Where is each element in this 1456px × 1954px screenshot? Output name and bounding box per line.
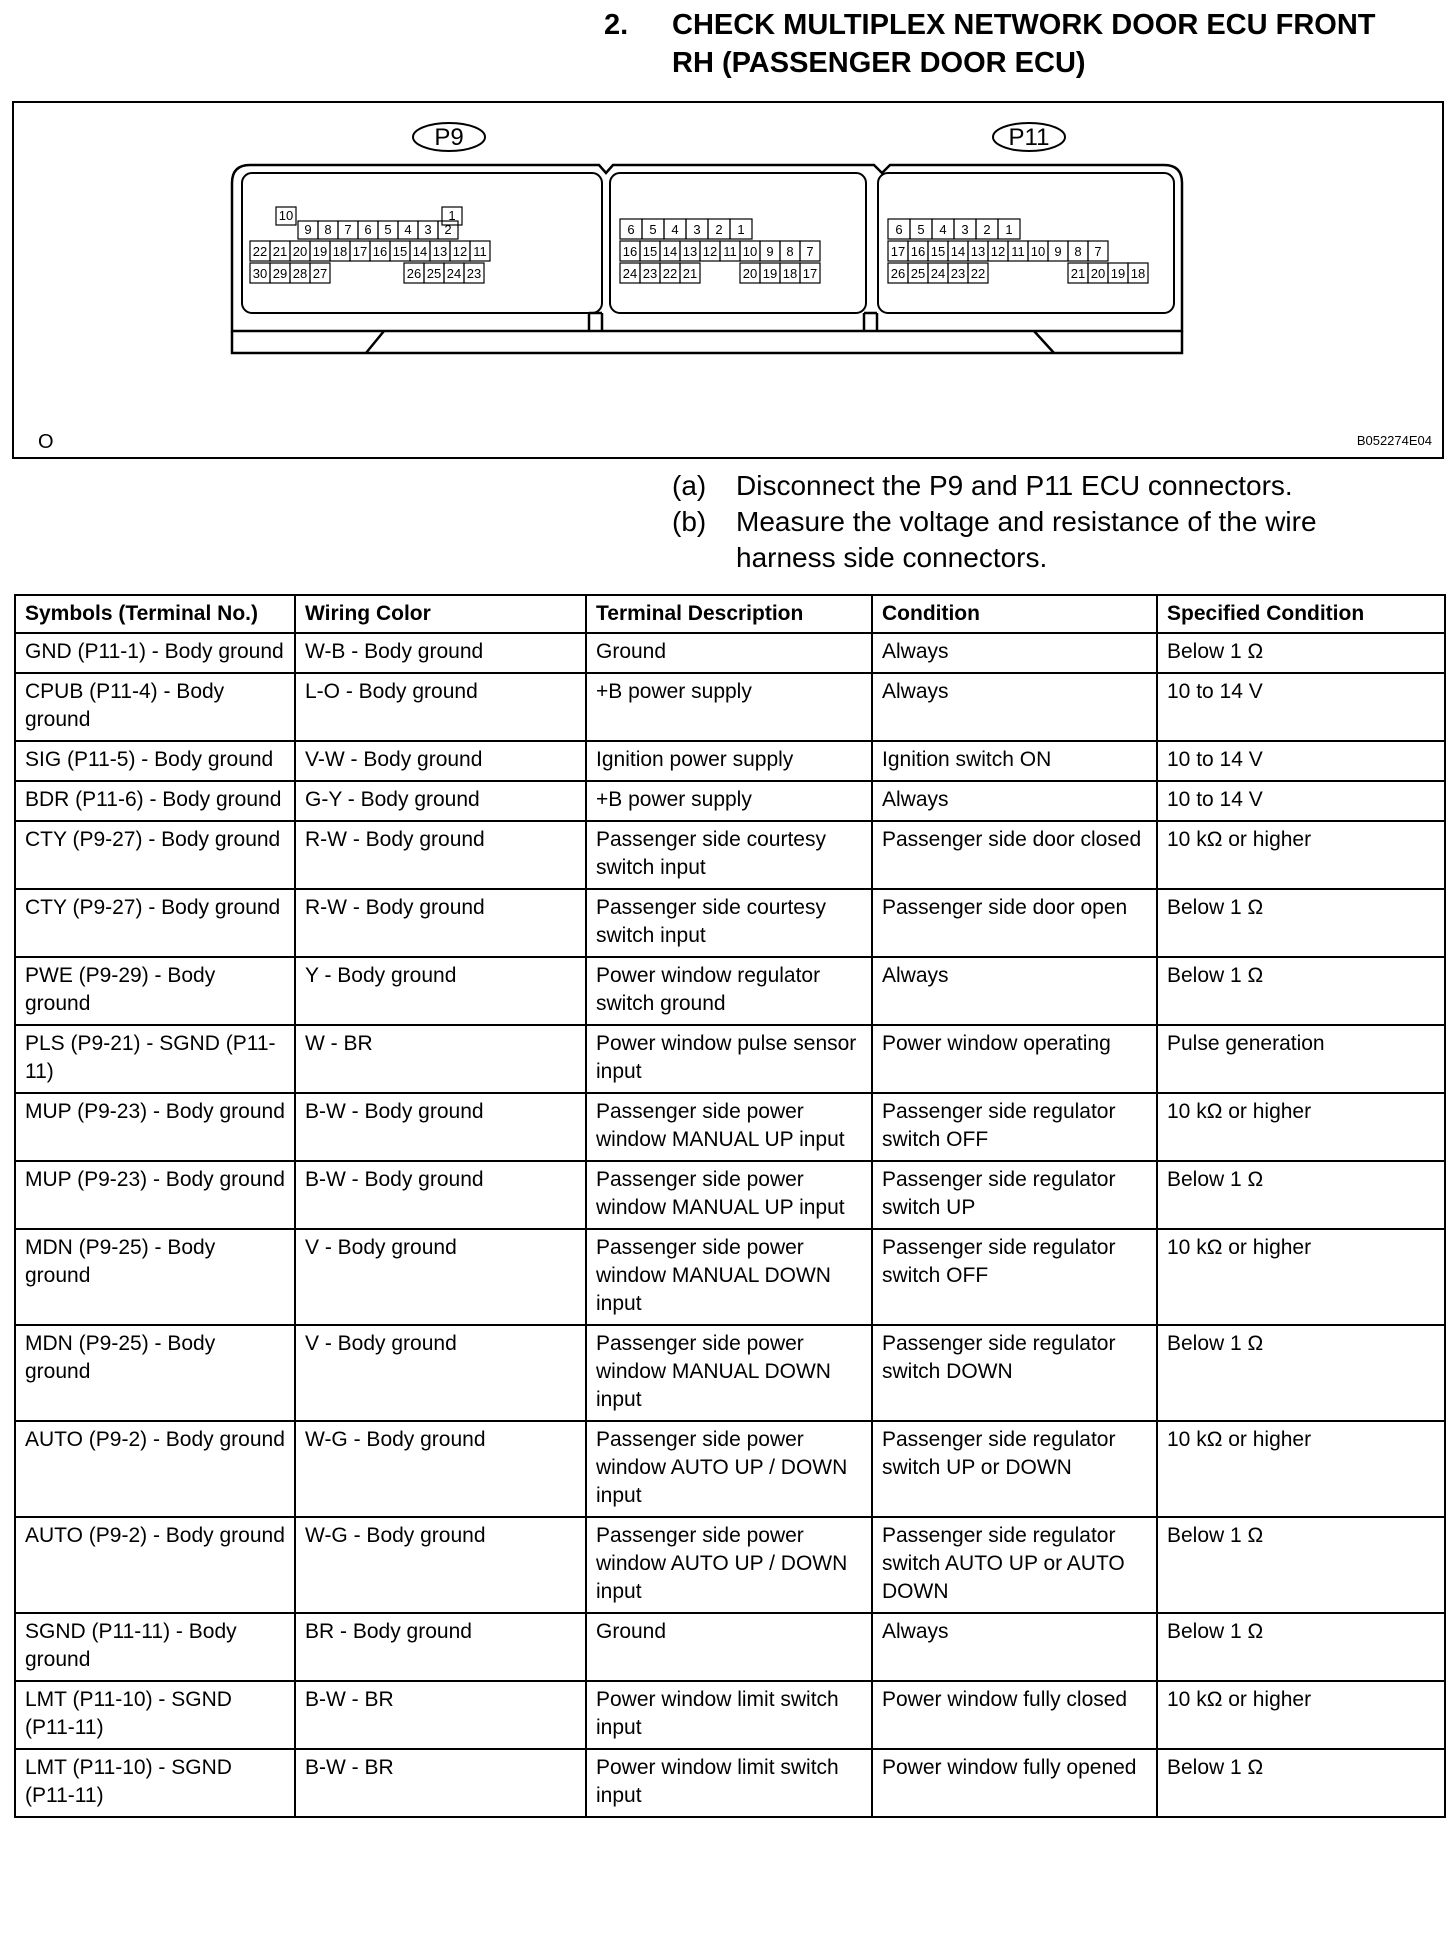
p11-pin-number: 12: [990, 244, 1006, 259]
p11-pin-number: 13: [970, 244, 986, 259]
mid-pin-number: 15: [642, 244, 658, 259]
mid-pin-number: 12: [702, 244, 718, 259]
cell-wiring-color: L-O - Body ground: [295, 673, 586, 741]
p9-pin-number: 3: [424, 222, 432, 237]
p9-pin-number: 18: [332, 244, 348, 259]
cell-condition: Always: [872, 957, 1157, 1025]
mid-pin-number: 14: [662, 244, 678, 259]
mid-pin-number: 19: [762, 266, 778, 281]
mid-pin-number: 13: [682, 244, 698, 259]
connector-diagram: [14, 103, 1442, 457]
mid-pin-number: 7: [806, 244, 814, 259]
cell-symbol: CTY (P9-27) - Body ground: [15, 889, 295, 957]
p11-housing: [878, 173, 1174, 313]
cell-wiring-color: B-W - BR: [295, 1681, 586, 1749]
p11-pin-number: 10: [1030, 244, 1046, 259]
mid-pin-number: 11: [723, 244, 737, 259]
cell-symbol: PWE (P9-29) - Body ground: [15, 957, 295, 1025]
cell-condition: Always: [872, 673, 1157, 741]
cell-specified: Below 1 Ω: [1157, 957, 1445, 1025]
p9-pin-number: 29: [272, 266, 288, 281]
mid-pin-number: 6: [627, 222, 635, 237]
mid-pin-number: 18: [782, 266, 798, 281]
table-row: [15, 1613, 1445, 1681]
cell-description: Power window limit switch input: [586, 1681, 872, 1749]
cell-condition: Always: [872, 1613, 1157, 1681]
cell-specified: 10 to 14 V: [1157, 741, 1445, 781]
p11-pin-number: 8: [1074, 244, 1082, 259]
mid-pin-number: 24: [622, 266, 638, 281]
cell-symbol: MUP (P9-23) - Body ground: [15, 1161, 295, 1229]
table-row: [15, 957, 1445, 1025]
cell-condition: Power window operating: [872, 1025, 1157, 1093]
step-text: Measure the voltage and resistance of the wire: [736, 506, 1317, 537]
col-header-description: Terminal Description: [586, 595, 872, 633]
p11-label: P11: [1008, 124, 1050, 151]
cell-description: Passenger side power window MANUAL DOWN input: [586, 1325, 872, 1421]
cell-condition: Passenger side regulator switch OFF: [872, 1229, 1157, 1325]
mid-pin-number: 16: [622, 244, 638, 259]
cell-specified: Below 1 Ω: [1157, 1749, 1445, 1817]
p11-pin-number: 17: [890, 244, 906, 259]
mid-pin-number: 2: [715, 222, 723, 237]
cell-condition: Passenger side door open: [872, 889, 1157, 957]
p9-pin-number: 1: [448, 208, 456, 223]
cell-description: Passenger side courtesy switch input: [586, 821, 872, 889]
cell-symbol: MDN (P9-25) - Body ground: [15, 1325, 295, 1421]
cell-description: Ground: [586, 1613, 872, 1681]
cell-symbol: CTY (P9-27) - Body ground: [15, 821, 295, 889]
table-row: [15, 1229, 1445, 1325]
p9-pin-number: 26: [406, 266, 422, 281]
connector-figure: [12, 101, 1444, 459]
mid-pin-number: 4: [671, 222, 679, 237]
step-text: Disconnect the P9 and P11 ECU connectors.: [736, 470, 1293, 501]
cell-symbol: SIG (P11-5) - Body ground: [15, 741, 295, 781]
mid-pin-number: 23: [642, 266, 658, 281]
cell-wiring-color: BR - Body ground: [295, 1613, 586, 1681]
p9-pin-number: 2: [444, 222, 452, 237]
p9-pin-number: 30: [252, 266, 268, 281]
cell-symbol: LMT (P11-10) - SGND (P11-11): [15, 1681, 295, 1749]
cell-description: Passenger side power window MANUAL DOWN input: [586, 1229, 872, 1325]
cell-specified: 10 kΩ or higher: [1157, 821, 1445, 889]
cell-specified: 10 kΩ or higher: [1157, 1093, 1445, 1161]
p11-pin-number: 25: [910, 266, 926, 281]
cell-symbol: AUTO (P9-2) - Body ground: [15, 1517, 295, 1613]
table-row: [15, 1681, 1445, 1749]
p9-pin-number: 27: [312, 266, 328, 281]
cell-wiring-color: W-G - Body ground: [295, 1421, 586, 1517]
mid-pin-number: 17: [802, 266, 818, 281]
cell-condition: Passenger side regulator switch OFF: [872, 1093, 1157, 1161]
p11-pin-number: 19: [1110, 266, 1126, 281]
mid-pin-number: 3: [693, 222, 701, 237]
col-header-specified: Specified Condition: [1157, 595, 1445, 633]
cell-wiring-color: W - BR: [295, 1025, 586, 1093]
p9-pin-number: 15: [392, 244, 408, 259]
cell-symbol: GND (P11-1) - Body ground: [15, 633, 295, 673]
mid-pin-number: 10: [742, 244, 758, 259]
mid-pin-number: 22: [662, 266, 678, 281]
table-row: [15, 781, 1445, 821]
cell-condition: Passenger side regulator switch UP: [872, 1161, 1157, 1229]
cell-condition: Ignition switch ON: [872, 741, 1157, 781]
p11-pin-number: 23: [950, 266, 966, 281]
p11-pin-number: 3: [961, 222, 969, 237]
figure-id: B052274E04: [1356, 433, 1432, 448]
p9-pin-number: 21: [272, 244, 288, 259]
p9-pin-number: 24: [446, 266, 462, 281]
mid-pin-number: 9: [766, 244, 774, 259]
cell-specified: 10 kΩ or higher: [1157, 1421, 1445, 1517]
p9-pin-number: 16: [372, 244, 388, 259]
cell-specified: Pulse generation: [1157, 1025, 1445, 1093]
cell-description: +B power supply: [586, 781, 872, 821]
p11-pin-number: 6: [895, 222, 903, 237]
mid-pin-number: 1: [737, 222, 745, 237]
p9-pin-number: 22: [252, 244, 268, 259]
cell-wiring-color: R-W - Body ground: [295, 821, 586, 889]
col-header-symbols: Symbols (Terminal No.): [15, 595, 295, 633]
cell-description: Passenger side power window MANUAL UP input: [586, 1161, 872, 1229]
p9-housing: [242, 173, 602, 313]
table-row: [15, 1161, 1445, 1229]
p11-pin-number: 2: [983, 222, 991, 237]
p11-pin-number: 18: [1130, 266, 1146, 281]
table-row: [15, 1421, 1445, 1517]
p11-pin-number: 5: [917, 222, 925, 237]
p11-pin-number: 11: [1011, 244, 1025, 259]
table-row: [15, 1517, 1445, 1613]
mid-pin-number: 20: [742, 266, 758, 281]
table-body: [15, 633, 1445, 1817]
p9-pin-number: 6: [364, 222, 372, 237]
cell-symbol: PLS (P9-21) - SGND (P11-11): [15, 1025, 295, 1093]
cell-description: Passenger side courtesy switch input: [586, 889, 872, 957]
p9-pin-number: 5: [384, 222, 392, 237]
p9-pin-number: 19: [312, 244, 328, 259]
cell-wiring-color: G-Y - Body ground: [295, 781, 586, 821]
table-row: [15, 673, 1445, 741]
cell-symbol: SGND (P11-11) - Body ground: [15, 1613, 295, 1681]
cell-symbol: CPUB (P11-4) - Body ground: [15, 673, 295, 741]
cell-specified: Below 1 Ω: [1157, 889, 1445, 957]
cell-specified: Below 1 Ω: [1157, 1517, 1445, 1613]
cell-condition: Passenger side regulator switch DOWN: [872, 1325, 1157, 1421]
cell-description: Power window regulator switch ground: [586, 957, 872, 1025]
mid-pin-number: 5: [649, 222, 657, 237]
table-row: [15, 741, 1445, 781]
table-row: [15, 1093, 1445, 1161]
p9-pin-number: 7: [344, 222, 352, 237]
table-row: [15, 821, 1445, 889]
mid-pin-number: 8: [786, 244, 794, 259]
p9-pin-number: 25: [426, 266, 442, 281]
heading-title: CHECK MULTIPLEX NETWORK DOOR ECU FRONT RH (PASSENGER DOOR ECU): [672, 9, 1376, 79]
cell-wiring-color: W-B - Body ground: [295, 633, 586, 673]
p9-pin-number: 17: [352, 244, 368, 259]
cell-description: Ground: [586, 633, 872, 673]
cell-description: +B power supply: [586, 673, 872, 741]
cell-description: Passenger side power window AUTO UP / DOWN input: [586, 1517, 872, 1613]
p9-pin-number: 14: [412, 244, 428, 259]
cell-wiring-color: V-W - Body ground: [295, 741, 586, 781]
cell-symbol: MDN (P9-25) - Body ground: [15, 1229, 295, 1325]
specification-table: [14, 594, 1446, 1818]
p9-pin-number: 10: [278, 208, 294, 223]
col-header-condition: Condition: [872, 595, 1157, 633]
p9-pin-number: 12: [452, 244, 468, 259]
step-text-continued: harness side connectors.: [736, 542, 1048, 573]
cell-description: Power window limit switch input: [586, 1749, 872, 1817]
cell-symbol: AUTO (P9-2) - Body ground: [15, 1421, 295, 1517]
cell-wiring-color: B-W - BR: [295, 1749, 586, 1817]
cell-condition: Passenger side regulator switch UP or DOWN: [872, 1421, 1157, 1517]
cell-wiring-color: Y - Body ground: [295, 957, 586, 1025]
table-row: [15, 1325, 1445, 1421]
step-label: (b): [672, 506, 707, 537]
cell-symbol: LMT (P11-10) - SGND (P11-11): [15, 1749, 295, 1817]
cell-wiring-color: B-W - Body ground: [295, 1161, 586, 1229]
p11-pin-number: 4: [939, 222, 947, 237]
p11-pin-number: 20: [1090, 266, 1106, 281]
cell-specified: Below 1 Ω: [1157, 1161, 1445, 1229]
table-row: [15, 889, 1445, 957]
cell-condition: Power window fully closed: [872, 1681, 1157, 1749]
table-row: [15, 1025, 1445, 1093]
cell-condition: Always: [872, 781, 1157, 821]
p11-pin-number: 26: [890, 266, 906, 281]
p11-pin-number: 22: [970, 266, 986, 281]
cell-wiring-color: V - Body ground: [295, 1229, 586, 1325]
cell-wiring-color: V - Body ground: [295, 1325, 586, 1421]
cell-specified: Below 1 Ω: [1157, 1325, 1445, 1421]
step-label: (a): [672, 470, 707, 501]
cell-description: Passenger side power window AUTO UP / DOWN input: [586, 1421, 872, 1517]
p9-pin-number: 4: [404, 222, 412, 237]
cell-description: Passenger side power window MANUAL UP input: [586, 1093, 872, 1161]
cell-symbol: MUP (P9-23) - Body ground: [15, 1093, 295, 1161]
p9-pin-number: 13: [432, 244, 448, 259]
p11-pin-number: 16: [910, 244, 926, 259]
p9-pin-number: 9: [304, 222, 312, 237]
cell-description: Ignition power supply: [586, 741, 872, 781]
cell-specified: 10 kΩ or higher: [1157, 1681, 1445, 1749]
p11-pin-number: 21: [1070, 266, 1086, 281]
p11-pin-number: 15: [930, 244, 946, 259]
heading-number: 2.: [604, 9, 629, 41]
p11-pin-number: 7: [1094, 244, 1102, 259]
p9-pin-number: 11: [473, 244, 487, 259]
table-header-row: [15, 595, 1445, 633]
cell-specified: 10 to 14 V: [1157, 673, 1445, 741]
mid-housing: [610, 173, 866, 313]
cell-condition: Power window fully opened: [872, 1749, 1157, 1817]
p11-pin-number: 14: [950, 244, 966, 259]
p9-pin-number: 28: [292, 266, 308, 281]
cell-condition: Always: [872, 633, 1157, 673]
p11-pin-number: 1: [1005, 222, 1013, 237]
table-row: [15, 633, 1445, 673]
cell-specified: Below 1 Ω: [1157, 633, 1445, 673]
p11-pin-number: 9: [1054, 244, 1062, 259]
table-row: [15, 1749, 1445, 1817]
cell-description: Power window pulse sensor input: [586, 1025, 872, 1093]
cell-specified: 10 kΩ or higher: [1157, 1229, 1445, 1325]
cell-condition: Passenger side door closed: [872, 821, 1157, 889]
cell-wiring-color: B-W - Body ground: [295, 1093, 586, 1161]
col-header-wiring: Wiring Color: [295, 595, 586, 633]
p9-pin-number: 8: [324, 222, 332, 237]
cell-wiring-color: W-G - Body ground: [295, 1517, 586, 1613]
corner-mark: O: [38, 431, 54, 453]
cell-wiring-color: R-W - Body ground: [295, 889, 586, 957]
p9-pin-number: 20: [292, 244, 308, 259]
p11-pin-number: 24: [930, 266, 946, 281]
p9-pin-number: 23: [466, 266, 482, 281]
connector-pins: [250, 207, 1148, 283]
ecu-housing-tabs: [366, 313, 1054, 353]
cell-specified: 10 to 14 V: [1157, 781, 1445, 821]
cell-condition: Passenger side regulator switch AUTO UP or AUTO DOWN: [872, 1517, 1157, 1613]
cell-symbol: BDR (P11-6) - Body ground: [15, 781, 295, 821]
p9-label: P9: [434, 124, 464, 151]
cell-specified: Below 1 Ω: [1157, 1613, 1445, 1681]
mid-pin-number: 21: [682, 266, 698, 281]
